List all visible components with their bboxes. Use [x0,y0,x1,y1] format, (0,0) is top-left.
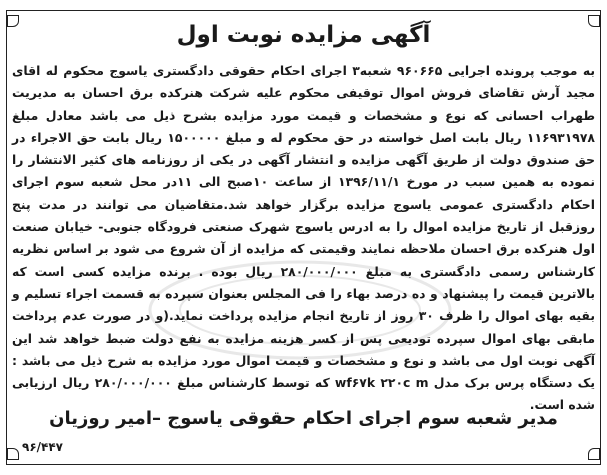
reference-number: ۹۶/۴۴۷ [22,440,64,454]
corner-ornament [7,448,19,460]
signature-line: مدیر شعبه سوم اجرای احکام حقوقی یاسوج –امیر روزیان [49,408,558,429]
notice-title: آگهی مزایده نوبت اول [176,22,431,48]
corner-ornament [588,448,600,460]
notice-body: به موجب پرونده اجرایی ۹۶۰۶۶۵ شعبه۳ اجرای احکام حقوقی دادگستری یاسوج محکوم له اقای مجید آرش تقاضای فروش اموال توقیفی محکوم علیه شرکت هنرکده برق احسان به مدیریت طهراب احسانی که نوع و مشخصات و قیمت مورد مزایده بشرح ذیل می باشد معادل مبلغ ۱۱۶۹۳۱۹۷۸ ریال بابت اصل خواسته در حق محکوم له و مبلغ ۱۵۰۰۰۰۰ ریال بابت حق الاجراء در حق صندوق دولت از طریق آگهی مزایده و انتشار آگهی در یکی از روزنامه های کثیر الانتشار را نموده به همین سبب در مورخ ۱۳۹۶/۱۱/۱ از ساعت ۱۰صبح الی ۱۱در محل شعبه سوم اجرای احکام دادگستری عمومی یاسوج مزایده برگزار خواهد شد.متقاضیان می توانند در مدت پنج روزقبل از تاریخ مزایده اموال را به ادرس یاسوج شهرک صنعتی فرودگاه جنوبی- خیابان صنعت اول هنرکده برق احسان ملاحظه نمایند وقیمتی که مزایده از آن شروع می شود بر اساس نظریه کارشناس رسمی دادگستری به مبلغ ۲۸۰/۰۰۰/۰۰۰ ریال بوده . برنده مزایده کسی است که بالاترین قیمت را پیشنهاد و ده درصد بهاء را فی المجلس بعنوان سپرده به قسمت اجراء تسلیم و بقیه بهای اموال را ظرف ۳۰ روز از تاریخ انجام مزایده پرداخت نماید.(و در صورت عدم پرداخت مابقی بهای اموال سپرده تودیعی پس از کسر هزینه مزایده به نفع دولت ضبط خواهد شد این آگهی نوبت اول می باشد و نوع و مشخصات و قیمت اموال مورد مزایده به شرح ذیل می باشد : یک دستگاه پرس برک مدل wf۶۷k ۲۲۰c m که توسط کارشناس مبلغ ۲۸۰/۰۰۰/۰۰۰ ریال ارزیابی شده است. [12,63,596,413]
